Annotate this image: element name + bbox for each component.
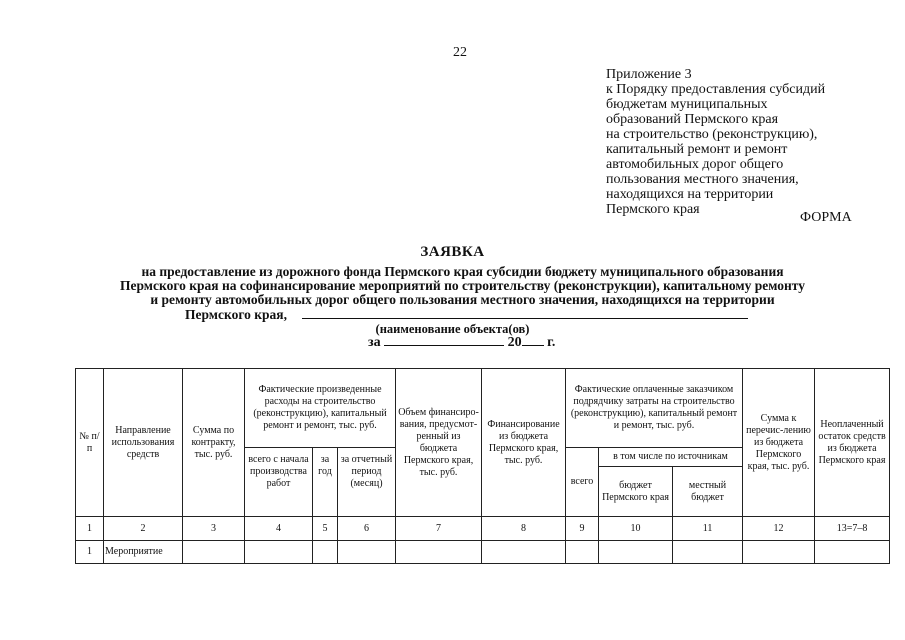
subtitle-line: и ремонту автомобильных дорог общего пользования местного значения, находящихся на территории xyxy=(150,292,775,307)
appendix-block xyxy=(606,67,825,217)
table-row xyxy=(76,541,890,564)
subtitle-line: Пермского края на софинансирование мероприятий по строительству (реконструкции), капитальному ремонту xyxy=(120,278,805,293)
header-total-since-start: всего с начала производства работ xyxy=(245,448,313,517)
column-number: 3 xyxy=(183,517,245,541)
header-num: № п/п xyxy=(76,369,104,517)
column-number: 6 xyxy=(338,517,396,541)
header-regional-financing: Финансирование из бюджета Пермского края, тыс. руб. xyxy=(482,369,566,517)
header-reporting-period: за отчетный период (месяц) xyxy=(338,448,396,517)
period-year-prefix: 20 xyxy=(507,335,522,350)
period-year-field[interactable] xyxy=(522,335,544,346)
row-direction: Мероприятие xyxy=(104,541,183,564)
table-cell[interactable] xyxy=(338,541,396,564)
table-cell[interactable] xyxy=(743,541,815,564)
form-label: ФОРМА xyxy=(800,210,852,225)
header-financing-volume: Объем финансиро-вания, предусмот-ренный из бюджета Пермского края, тыс. руб. xyxy=(396,369,482,517)
column-number: 12 xyxy=(743,517,815,541)
table-cell[interactable] xyxy=(313,541,338,564)
header-paid-costs: Фактические оплаченные заказчиком подрядчику затраты на строительство (реконструкцию), капитальный ремонт и ремонт, тыс. руб. xyxy=(566,369,743,448)
application-table xyxy=(75,368,890,564)
table-cell[interactable] xyxy=(245,541,313,564)
header-direction: Направление использования средств xyxy=(104,369,183,517)
header-by-source: в том числе по источникам xyxy=(599,448,743,467)
header-unpaid-balance: Неоплаченный остаток средств из бюджета Пермского края xyxy=(815,369,890,517)
header-local-budget: местный бюджет xyxy=(673,467,743,517)
table-cell[interactable] xyxy=(673,541,743,564)
column-number: 7 xyxy=(396,517,482,541)
column-number: 5 xyxy=(313,517,338,541)
table-cell[interactable] xyxy=(566,541,599,564)
appendix-line: пользования местного значения, xyxy=(606,172,799,187)
period-blank-field[interactable] xyxy=(384,335,504,346)
column-number: 1 xyxy=(76,517,104,541)
column-number: 4 xyxy=(245,517,313,541)
appendix-line: образований Пермского края xyxy=(606,112,779,127)
row-num: 1 xyxy=(76,541,104,564)
table-cell[interactable] xyxy=(599,541,673,564)
header-paid-total: всего xyxy=(566,448,599,517)
subtitle-line: на предоставление из дорожного фонда Пермского края субсидии бюджету муниципального образования xyxy=(141,264,784,279)
header-per-year: за год xyxy=(313,448,338,517)
subtitle-line: Пермского края, xyxy=(185,307,287,322)
appendix-line: бюджетам муниципальных xyxy=(606,97,768,112)
column-number-row xyxy=(76,517,890,541)
appendix-line: к Порядку предоставления субсидий xyxy=(606,82,826,97)
period-prefix: за xyxy=(368,335,381,350)
appendix-line: Пермского края xyxy=(606,202,700,217)
column-number: 10 xyxy=(599,517,673,541)
period-line xyxy=(368,335,555,351)
period-suffix: г. xyxy=(547,335,556,350)
table-cell[interactable] xyxy=(183,541,245,564)
column-number: 11 xyxy=(673,517,743,541)
appendix-line: автомобильных дорог общего xyxy=(606,157,784,172)
object-name-caption: (наименование объекта(ов) xyxy=(375,322,530,336)
column-number: 8 xyxy=(482,517,566,541)
header-regional-budget: бюджет Пермского края xyxy=(599,467,673,517)
document-title: ЗАЯВКА xyxy=(420,244,485,260)
header-contract-sum: Сумма по контракту, тыс. руб. xyxy=(183,369,245,517)
column-number: 2 xyxy=(104,517,183,541)
object-name-field[interactable] xyxy=(302,318,748,319)
appendix-line: находящихся на территории xyxy=(606,187,774,202)
appendix-line: капитальный ремонт и ремонт xyxy=(606,142,788,157)
table-cell[interactable] xyxy=(815,541,890,564)
header-actual-expenses: Фактические произведенные расходы на строительство (реконструкцию), капитальный ремонт и ремонт, тыс. руб. xyxy=(245,369,396,448)
column-number: 9 xyxy=(566,517,599,541)
appendix-line: на строительство (реконструкцию), xyxy=(606,127,818,142)
header-transfer-sum: Сумма к перечис-лению из бюджета Пермского края, тыс. руб. xyxy=(743,369,815,517)
table-cell[interactable] xyxy=(396,541,482,564)
column-number: 13=7–8 xyxy=(815,517,890,541)
table-cell[interactable] xyxy=(482,541,566,564)
appendix-line: Приложение 3 xyxy=(606,67,692,82)
page-number: 22 xyxy=(453,45,467,60)
